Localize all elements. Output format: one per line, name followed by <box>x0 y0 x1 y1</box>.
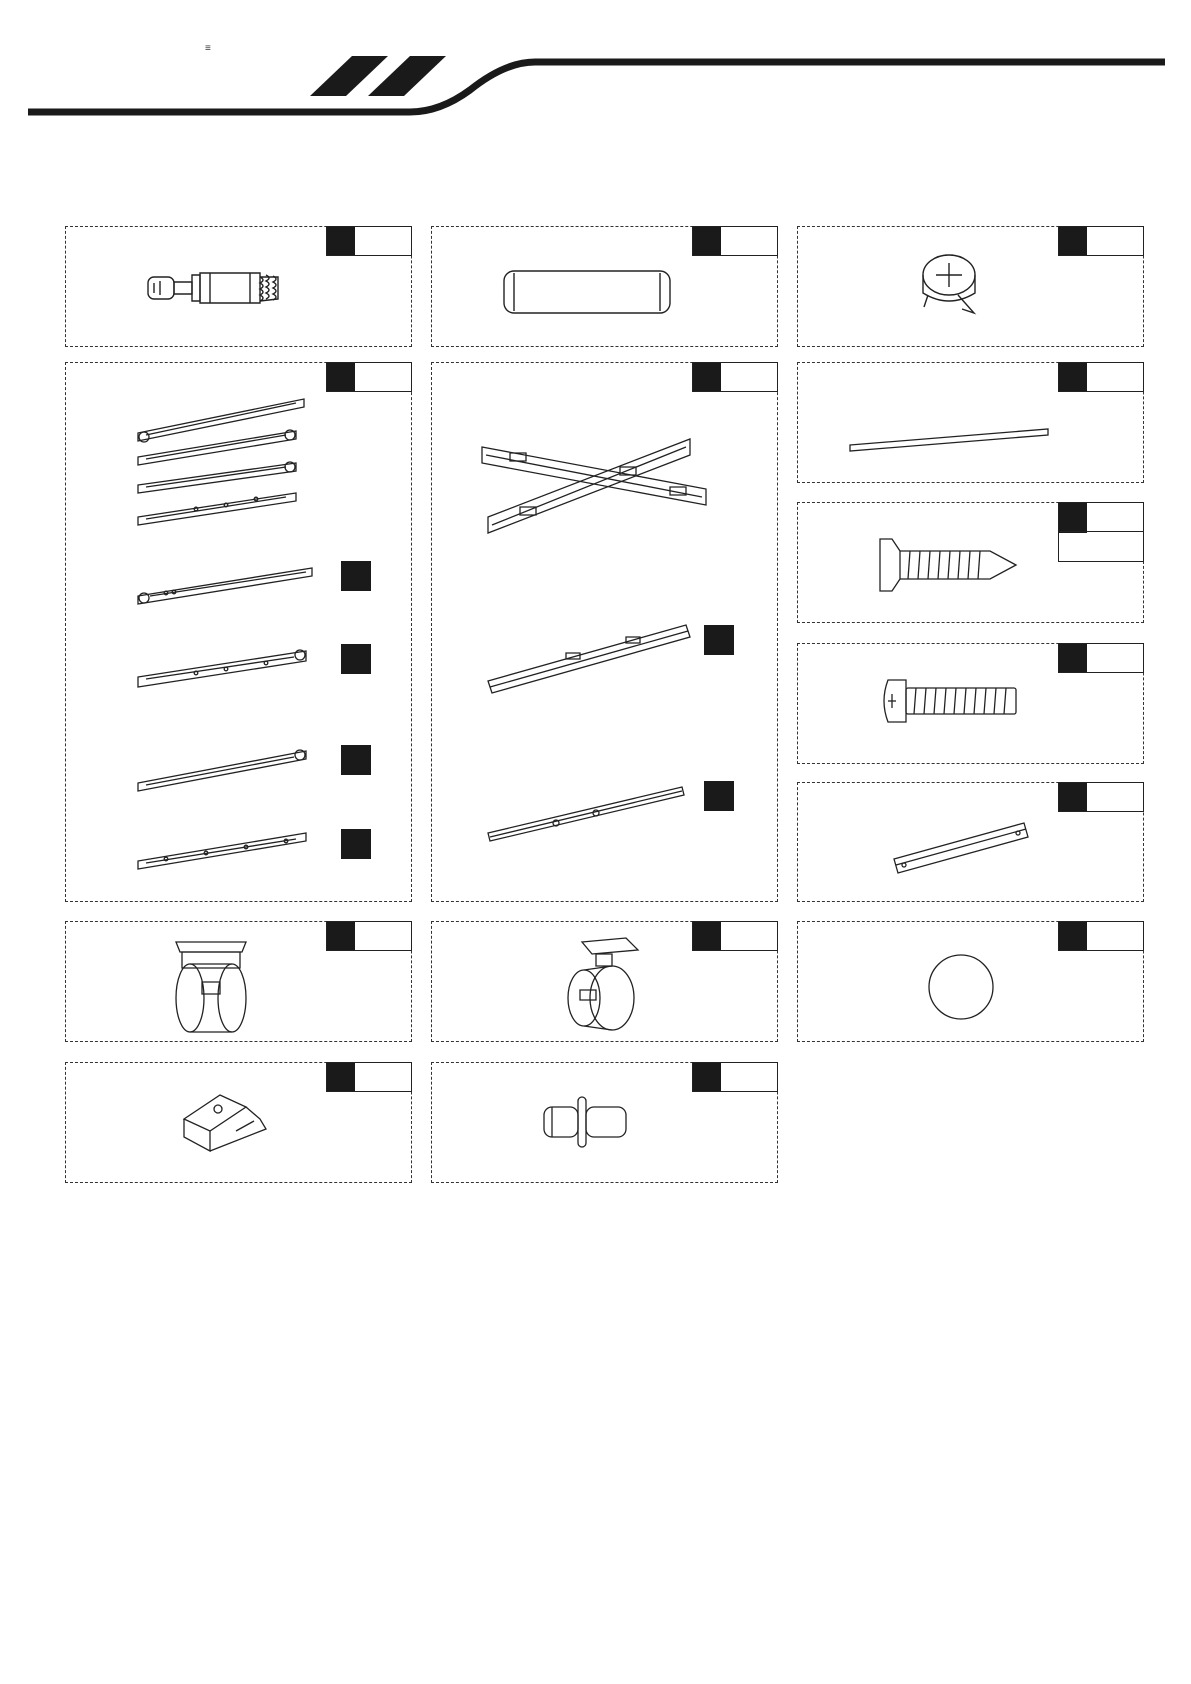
header-glyph: ≡ <box>205 43 211 54</box>
part-code-tag <box>1058 502 1144 562</box>
part-code-tag <box>692 1062 778 1092</box>
variant-marker <box>341 829 371 859</box>
panel-pan-screw <box>797 643 1144 764</box>
cam-bolt-icon <box>146 269 346 309</box>
part-code-tag <box>1058 782 1144 812</box>
variant-marker <box>341 644 371 674</box>
panel-flat-screw <box>797 502 1144 623</box>
caster-icon <box>562 936 642 1036</box>
panel-connector <box>431 1062 778 1183</box>
roller-slide-icon <box>136 747 316 793</box>
page-header <box>0 0 1191 130</box>
ball-bearing-slide-icon <box>486 621 696 701</box>
rod-icon <box>848 423 1058 453</box>
part-code-tag <box>326 921 412 951</box>
panel-caster-fixed <box>65 921 412 1042</box>
bracket-icon <box>180 1089 270 1159</box>
ball-bearing-slide-icon <box>486 783 696 853</box>
roller-slide-icon <box>136 566 316 606</box>
ball-bearing-slide-set-icon <box>480 433 710 543</box>
panel-dowel <box>431 226 778 347</box>
panel-roller-slides <box>65 362 412 902</box>
part-code-tag <box>326 1062 412 1092</box>
roller-slide-set-icon <box>136 393 326 533</box>
screw-icon <box>878 676 1018 726</box>
panel-ball-bearing-slides <box>431 362 778 902</box>
panel-round-pad <box>797 921 1144 1042</box>
part-code-tag <box>692 362 778 392</box>
panel-cam-lock <box>797 226 1144 347</box>
part-code-tag <box>1058 921 1144 951</box>
part-code-tag <box>1058 226 1144 256</box>
rail-icon <box>892 819 1032 879</box>
connector-icon <box>540 1093 630 1153</box>
part-code-tag <box>692 226 778 256</box>
part-code-tag <box>326 226 412 256</box>
header-banner-graphic <box>0 0 1191 130</box>
variant-marker <box>704 781 734 811</box>
panel-cam-bolt <box>65 226 412 347</box>
panel-rod <box>797 362 1144 483</box>
part-code-tag <box>692 921 778 951</box>
cam-lock-icon <box>914 251 984 321</box>
panel-rail <box>797 782 1144 902</box>
roller-slide-icon <box>136 647 316 693</box>
part-code-tag <box>1058 643 1144 673</box>
dowel-icon <box>502 267 672 317</box>
caster-icon <box>166 938 256 1038</box>
pad-icon <box>926 952 996 1022</box>
variant-marker <box>704 625 734 655</box>
panel-corner-bracket <box>65 1062 412 1183</box>
variant-marker <box>341 561 371 591</box>
variant-marker <box>341 745 371 775</box>
part-code-tag <box>326 362 412 392</box>
part-code-tag <box>1058 362 1144 392</box>
roller-slide-icon <box>136 829 316 875</box>
panel-caster-swivel <box>431 921 778 1042</box>
screw-icon <box>878 535 1018 595</box>
